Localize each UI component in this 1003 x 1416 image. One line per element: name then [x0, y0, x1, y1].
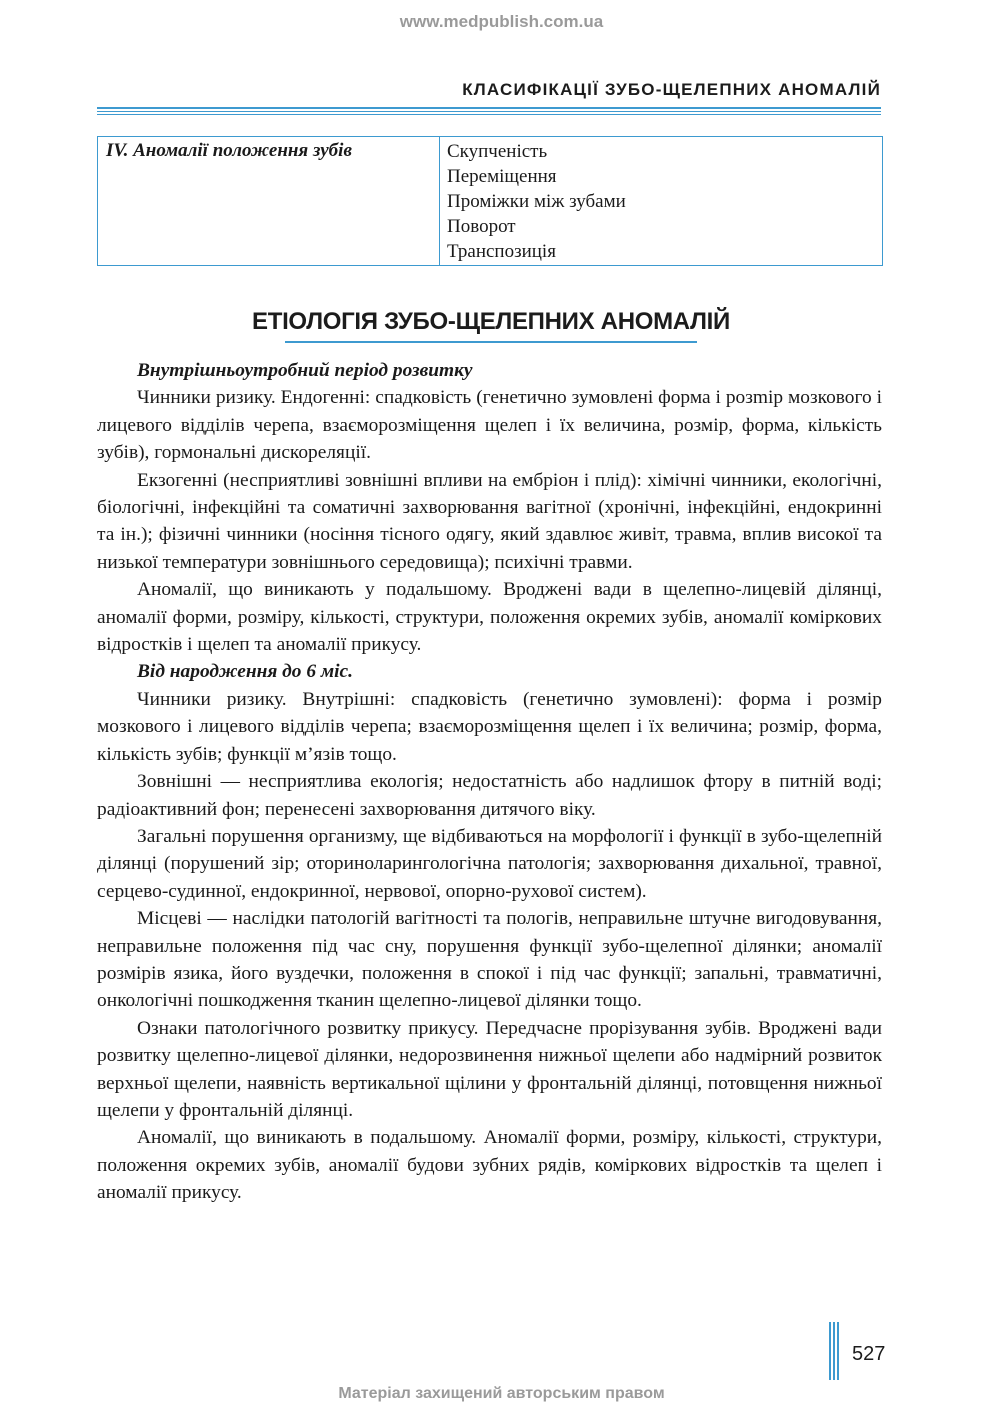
- paragraph: Місцеві — наслідки патологій вагітності та пологів, неправильне штучне вигодовування, неправильне положення під час сну, порушення функції зубо-щелепної ділянки; аномалії розмірів язика, його вуздечки, положення в спокої і під час функції; запальні, травматичні, онкологічні пошкодження тканин щелепно-лицевої ділянки тощо.: [97, 908, 882, 1012]
- copyright-notice: Матеріал захищений авторським правом: [338, 1385, 665, 1402]
- page-bar: [829, 1322, 831, 1380]
- running-head: КЛАСИФІКАЦІЇ ЗУБО-ЩЕЛЕПНИХ АНОМАЛІЙ: [462, 80, 881, 99]
- paragraph: Екзогенні (несприятливі зовнішні впливи на ембріон і плід): хімічні чинники, екологічні, біологічні, інфекційні та соматичні захворювання вагітної (хронічні, інфекційні, ендокринні та ін.); фізичні чинники (носіння тісного одягу, який здавлює живіт, травма, вплив високої та низької температури зовнішнього середовища); психічні травми.: [97, 469, 882, 573]
- page-number: 527: [852, 1343, 886, 1365]
- subheading: Внутрішньоутробний період розвитку: [137, 360, 473, 381]
- paragraph: Чинники ризику. Внутрішні: спадковість (генетично зумовлені): форма і розмір мозкового і лицевого відділів черепа; взаєморозміщення щелеп і їх величина; розмір, форма, кількість зубів; функції м’язів тощо.: [97, 688, 882, 765]
- header-rule: [97, 111, 881, 112]
- paragraph: Зовнішні — несприятлива екологія; недостатність або надлишок фтору в питній воді; радіоактивний фон; перенесені захворювання дитячого віку.: [97, 771, 882, 820]
- paragraph: Загальні порушення организму, ще відбиваються на морфології і функції в зубо-щелепній ділянці (порушений зір; оториноларингологічна патологія; захворювання дихальної, травної, серцево-судинної, ендокринної, нервової, опорно-рухової систем).: [97, 825, 882, 902]
- site-url: www.medpublish.com.ua: [399, 12, 604, 31]
- header-rule: [97, 114, 881, 115]
- classification-table: [97, 136, 883, 266]
- classification-item: Переміщення: [447, 166, 557, 187]
- paragraph: Аномалії, що виникають в подальшому. Аномалії форми, розміру, кількості, структури, положення окремих зубів, аномалії будови зубних рядів, коміркових відростків та щелеп і аномалії прикусу.: [97, 1127, 882, 1204]
- classification-category: IV. Аномалії положення зубів: [98, 137, 440, 265]
- section-title: ЕТІОЛОГІЯ ЗУБО-ЩЕЛЕПНИХ АНОМАЛІЙ: [252, 308, 730, 335]
- body-text: [97, 357, 882, 1207]
- paragraph: Аномалії, що виникають у подальшому. Вроджені вади в щелепно-лицевій ділянці, аномалії форми, розміру, кількості, структури, положення окремих зубів, аномалії коміркових відростків і щелеп та аномалії прикусу.: [97, 579, 882, 656]
- classification-items: [447, 139, 626, 264]
- classification-item: Транспозиція: [447, 241, 556, 262]
- subheading: Від народження до 6 міс.: [137, 661, 354, 683]
- classification-item: Проміжки між зубами: [447, 191, 626, 212]
- classification-item: Скупченість: [447, 141, 548, 162]
- paragraph: Чинники ризику. Ендогенні: спадковість (генетично зумовлені форма і розmір мозкового і лицевого відділів черепа, взаєморозміщення щелеп і їх величина, розмір, форма, кількість зубів), гормональні дискореляції.: [97, 387, 882, 464]
- page-bar: [837, 1322, 839, 1380]
- section-title-underline: [285, 341, 697, 343]
- header-rule: [97, 107, 881, 109]
- paragraph: Ознаки патологічного розвитку прикусу. Передчасне прорізування зубів. Вроджені вади розвитку щелепно-лицевої ділянки, недорозвинення нижньої щелепи або надмірний розвиток верхньої щелепи, наявність вертикальної щілини у фронтальній ділянці, потовщення нижньої щелепи у фронтальній ділянці.: [97, 1017, 882, 1121]
- classification-item: Поворот: [447, 216, 516, 237]
- page-bar: [833, 1322, 835, 1380]
